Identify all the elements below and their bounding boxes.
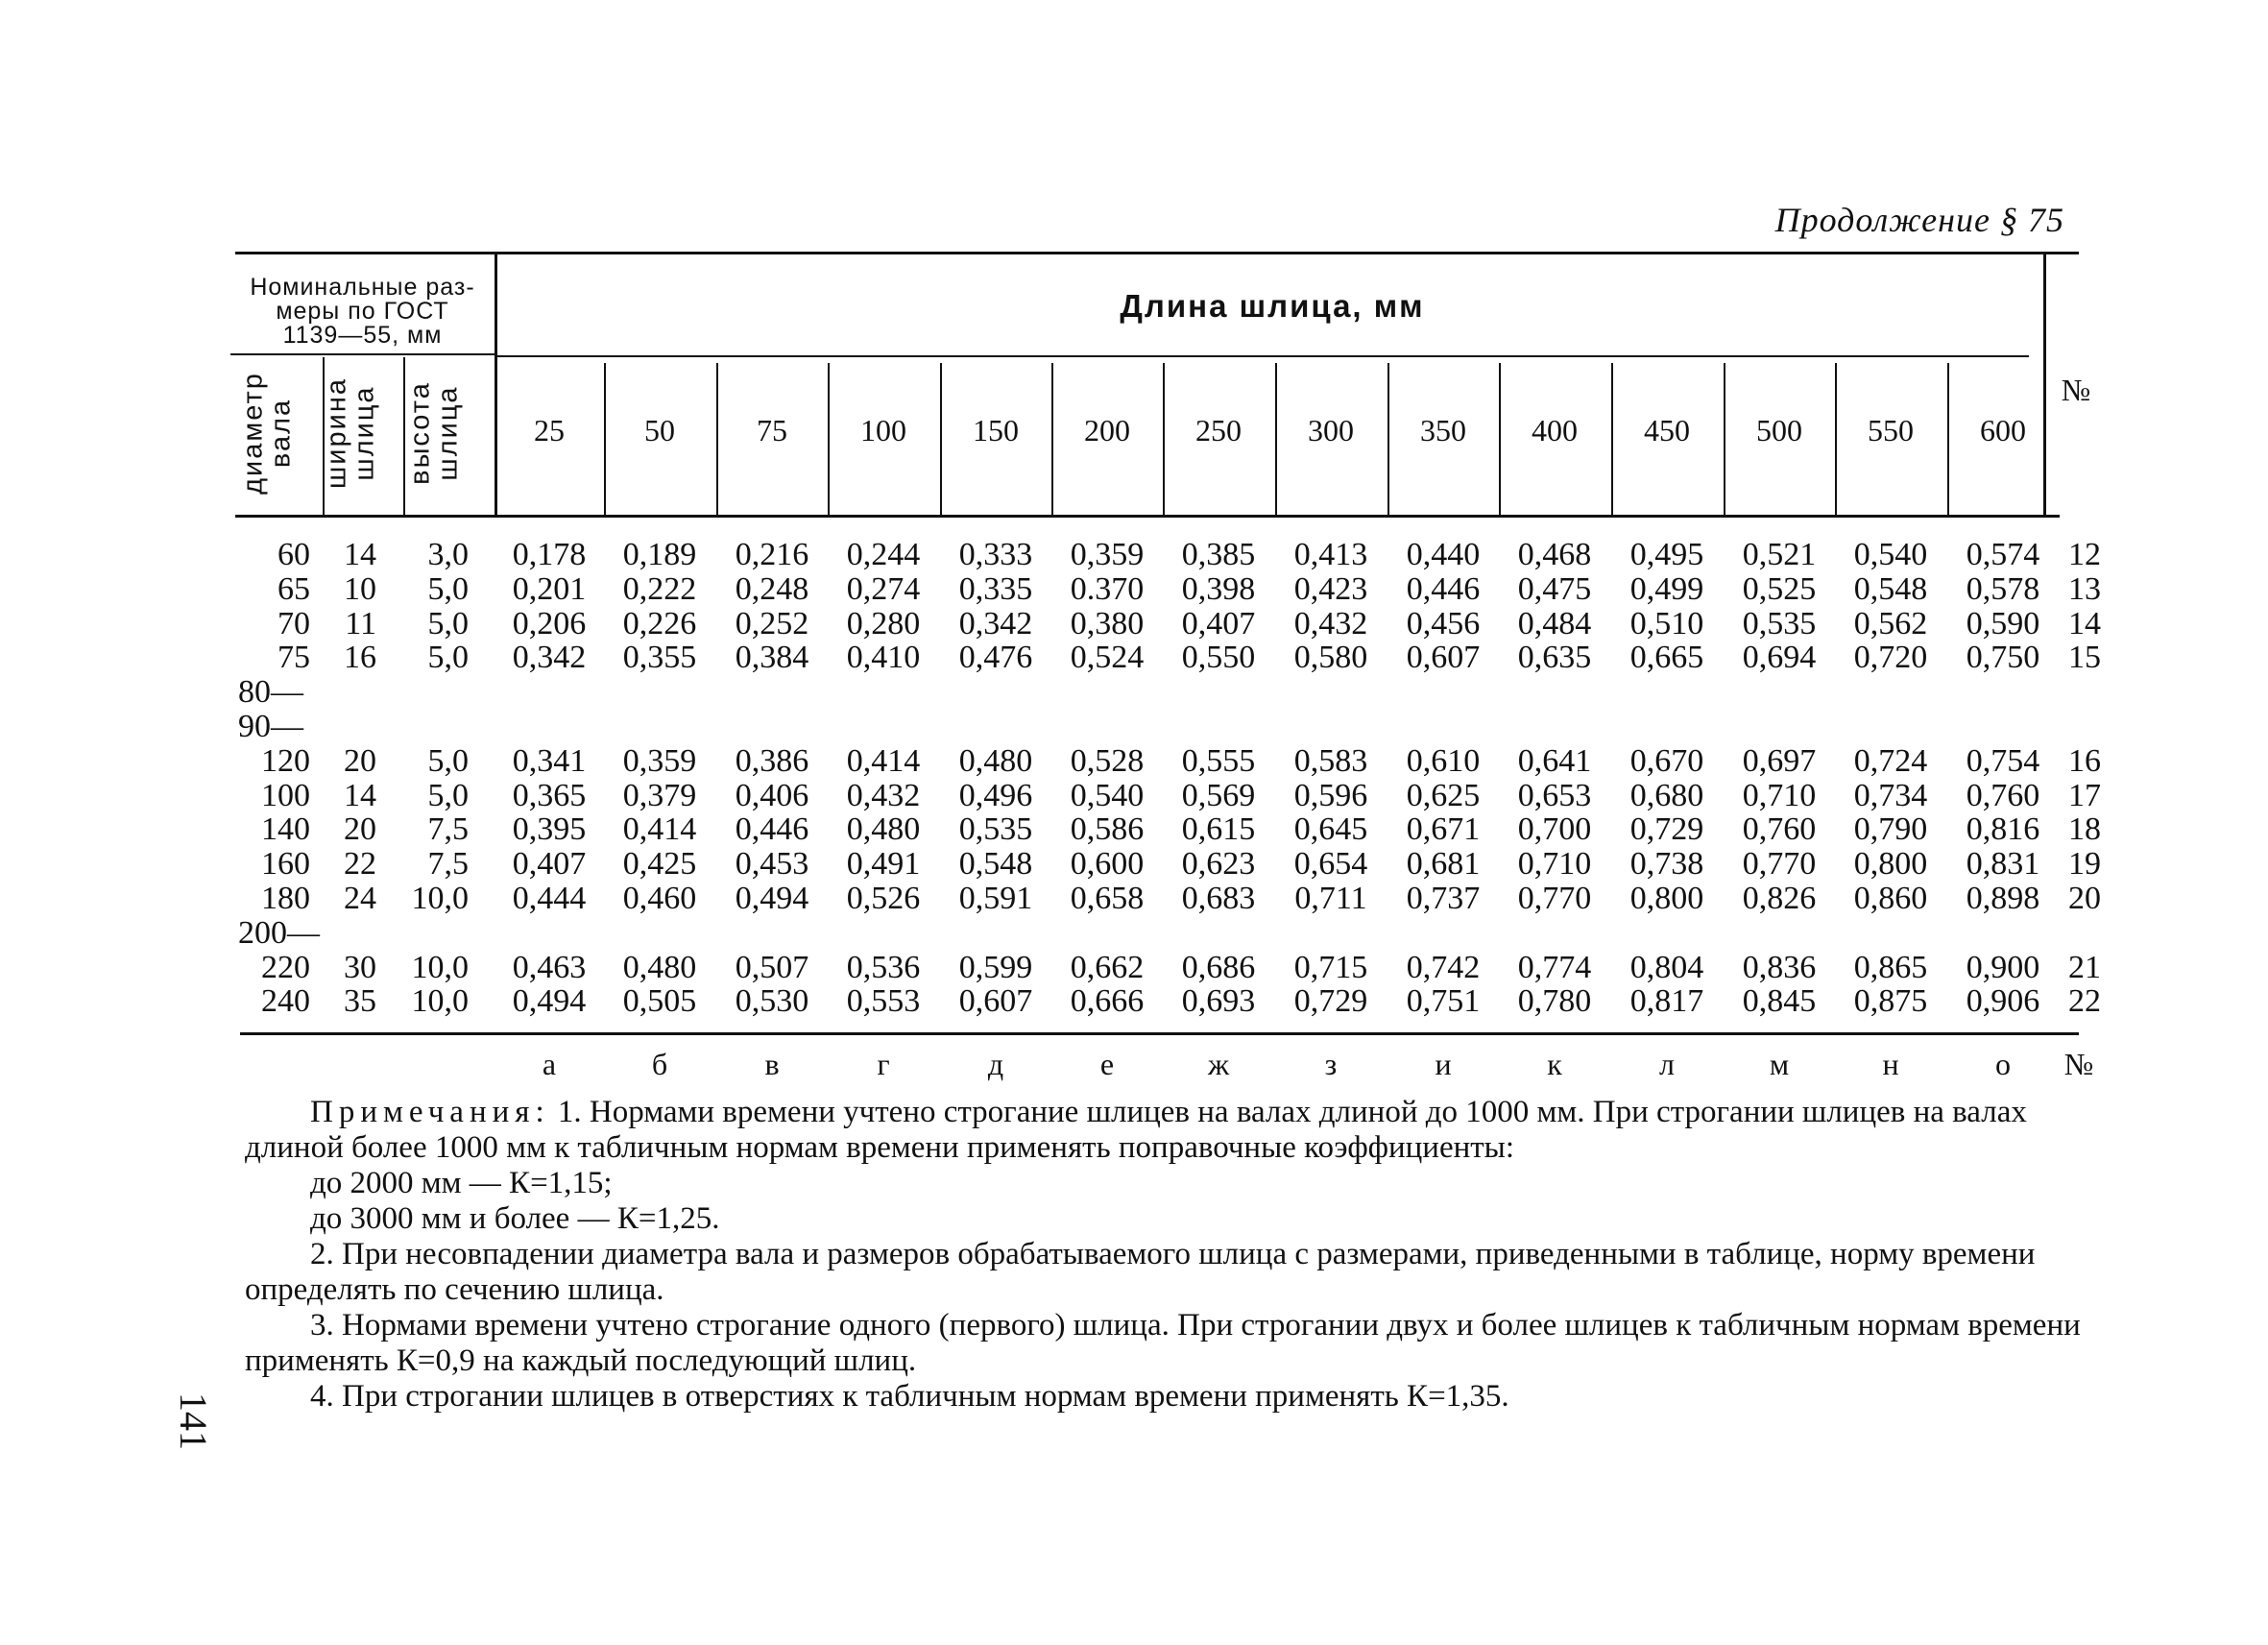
shaft-diameter-cell: 120	[261, 742, 310, 779]
length-column-header: 200	[1084, 413, 1130, 448]
row-number-cell: 14	[2068, 605, 2101, 641]
length-column-header: 500	[1756, 413, 1802, 448]
time-norm-cell: 0,607	[1406, 640, 1481, 676]
spline-width-cell: 10	[344, 570, 376, 607]
shaft-diameter-cell: 160	[261, 846, 310, 883]
row-number-cell: 22	[2068, 983, 2101, 1020]
time-norm-cell: 0,423	[1293, 570, 1368, 607]
time-norm-cell: 0,623	[1181, 846, 1256, 883]
time-norm-cell: 0,800	[1629, 881, 1704, 916]
time-norm-cell: 0,780	[1517, 983, 1592, 1020]
time-norm-cell: 0,398	[1181, 570, 1256, 607]
time-norm-cell: 0,446	[1406, 570, 1481, 607]
time-norm-cell: 0,446	[735, 811, 809, 848]
time-norm-cell: 0,333	[958, 537, 1033, 572]
length-header-underline	[497, 355, 2029, 357]
length-column-header: 75	[757, 413, 787, 448]
column-letter: б	[651, 1047, 668, 1081]
time-norm-cell: 0,760	[1742, 811, 1817, 848]
time-norm-cell: 0,845	[1742, 983, 1817, 1020]
time-norm-cell: 0,553	[846, 983, 921, 1020]
time-norm-cell: 0,610	[1406, 742, 1481, 779]
time-norm-cell: 0,790	[1853, 811, 1928, 848]
spline-height-cell: 5,0	[427, 777, 469, 813]
time-norm-cell: 0,432	[1293, 605, 1368, 641]
time-norm-cell: 0,831	[1966, 846, 2040, 883]
time-norm-cell: 0,530	[735, 983, 809, 1020]
subheader-spline-width: ширина шлица	[321, 377, 380, 489]
time-norm-cell: 0,625	[1406, 777, 1481, 813]
length-column-divider	[1499, 363, 1501, 515]
time-norm-cell: 0,342	[512, 640, 587, 676]
time-norm-cell: 0,645	[1293, 811, 1368, 848]
time-norm-cell: 0,591	[958, 881, 1033, 916]
spline-width-cell: 20	[344, 811, 376, 848]
length-column-divider	[604, 363, 606, 515]
time-norm-cell: 0,414	[622, 811, 697, 848]
spline-height-cell: 5,0	[427, 605, 469, 641]
shaft-diameter-cell: 70	[277, 605, 310, 641]
time-norm-cell: 0,865	[1853, 949, 1928, 985]
time-norm-cell: 0,440	[1406, 537, 1481, 572]
time-norm-cell: 0,496	[958, 777, 1033, 813]
row-number-cell: 13	[2068, 570, 2101, 607]
length-column-header: 550	[1868, 413, 1914, 448]
row-number-cell: 16	[2068, 742, 2101, 779]
page-number: 141	[172, 1392, 215, 1450]
row-number-cell: 17	[2068, 777, 2101, 813]
row-number-cell: 18	[2068, 811, 2101, 848]
time-norm-cell: 0,359	[1070, 537, 1145, 572]
time-norm-cell: 0,480	[846, 811, 921, 848]
time-norm-cell: 0,335	[958, 570, 1033, 607]
time-norm-cell: 0,226	[622, 605, 697, 641]
time-norm-cell: 0,724	[1853, 742, 1928, 779]
time-norm-cell: 0,355	[622, 640, 697, 676]
time-norm-cell: 0,600	[1070, 846, 1145, 883]
length-column-divider	[1611, 363, 1613, 515]
time-norm-cell: 0,641	[1517, 742, 1592, 779]
shaft-diameter-cell: 75	[277, 640, 310, 676]
time-norm-cell: 0,804	[1629, 949, 1704, 985]
time-norm-cell: 0,734	[1853, 777, 1928, 813]
time-norm-cell: 0,596	[1293, 777, 1368, 813]
time-norm-cell: 0,770	[1742, 846, 1817, 883]
time-norm-cell: 0,900	[1966, 949, 2040, 985]
time-norm-cell: 0,607	[958, 983, 1033, 1020]
time-norm-cell: 0,586	[1070, 811, 1145, 848]
time-norm-cell: 0,666	[1070, 983, 1145, 1020]
notes-block	[245, 1095, 2093, 1415]
time-norm-cell: 0,386	[735, 742, 809, 779]
time-norm-cell: 0,693	[1181, 983, 1256, 1020]
time-norm-cell: 0,751	[1406, 983, 1481, 1020]
time-norm-cell: 0,700	[1517, 811, 1592, 848]
time-norm-cell: 0,760	[1966, 777, 2040, 813]
time-norm-cell: 0,484	[1517, 605, 1592, 641]
spline-height-cell: 7,5	[427, 846, 469, 883]
time-norm-cell: 0,379	[622, 777, 697, 813]
time-norm-cell: 0,737	[1406, 881, 1481, 916]
note-1-text: 1. Нормами времени учтено строгание шлицев на валах длиной до 1000 мм. При строгании шлицев на валах длиной более 1000 мм к табличным нормам времени применять поправочные коэффициенты:	[245, 1095, 2027, 1165]
shaft-diameter-cell: 90—	[238, 709, 303, 744]
spline-length-header: Длина шлица, мм	[1120, 288, 1425, 324]
column-letter: м	[1769, 1047, 1790, 1081]
subheader-spline-height: высота шлица	[404, 381, 464, 485]
length-column-header: 600	[1980, 413, 2026, 448]
time-norm-cell: 0,635	[1517, 640, 1592, 676]
length-column-divider	[940, 363, 942, 515]
row-number-cell: 15	[2068, 640, 2101, 676]
time-norm-cell: 0,665	[1629, 640, 1704, 676]
length-column-divider	[1947, 363, 1949, 515]
time-norm-cell: 0,540	[1853, 537, 1928, 572]
time-norm-cell: 0,535	[1742, 605, 1817, 641]
time-norm-cell: 0,252	[735, 605, 809, 641]
spline-height-cell: 10,0	[411, 949, 469, 985]
time-norm-cell: 0,414	[846, 742, 921, 779]
time-norm-cell: 0,671	[1406, 811, 1481, 848]
time-norm-cell: 0,495	[1629, 537, 1704, 572]
time-norm-cell: 0,670	[1629, 742, 1704, 779]
time-norm-cell: 0,528	[1070, 742, 1145, 779]
time-norm-cell: 0,413	[1293, 537, 1368, 572]
table-bottom-rule	[240, 1032, 2079, 1035]
time-norm-cell: 0,742	[1406, 949, 1481, 985]
time-norm-cell: 0,460	[622, 881, 697, 916]
spline-height-cell: 3,0	[427, 537, 469, 572]
time-norm-cell: 0,654	[1293, 846, 1368, 883]
time-norm-cell: 0,817	[1629, 983, 1704, 1020]
column-letter: е	[1099, 1047, 1115, 1081]
time-norm-cell: 0,521	[1742, 537, 1817, 572]
time-norm-cell: 0,395	[512, 811, 587, 848]
time-norm-cell: 0,681	[1406, 846, 1481, 883]
length-column-header: 400	[1532, 413, 1578, 448]
time-norm-cell: 0,480	[622, 949, 697, 985]
length-column-header: 350	[1420, 413, 1466, 448]
time-norm-cell: 0,710	[1742, 777, 1817, 813]
time-norm-cell: 0,507	[735, 949, 809, 985]
length-column-divider	[716, 363, 718, 515]
shaft-diameter-cell: 100	[261, 777, 310, 813]
time-norm-cell: 0,510	[1629, 605, 1704, 641]
time-norm-cell: 0,480	[958, 742, 1033, 779]
row-number-cell: 19	[2068, 846, 2101, 883]
length-column-header: 50	[644, 413, 675, 448]
time-norm-cell: 0,662	[1070, 949, 1145, 985]
time-norm-cell: 0.370	[1070, 570, 1145, 607]
nominal-header-line-2: меры по ГОСТ	[276, 298, 449, 325]
time-norm-cell: 0,836	[1742, 949, 1817, 985]
spline-height-cell: 5,0	[427, 742, 469, 779]
time-norm-cell: 0,359	[622, 742, 697, 779]
length-column-header: 25	[534, 413, 565, 448]
column-letter: о	[1995, 1047, 2011, 1081]
length-column-header: 150	[973, 413, 1019, 448]
time-norm-cell: 0,729	[1629, 811, 1704, 848]
shaft-diameter-cell: 200—	[238, 914, 320, 951]
time-norm-cell: 0,385	[1181, 537, 1256, 572]
time-norm-cell: 0,380	[1070, 605, 1145, 641]
time-norm-cell: 0,342	[958, 605, 1033, 641]
shaft-diameter-cell: 60	[277, 537, 310, 572]
column-letter: ж	[1207, 1047, 1230, 1081]
time-norm-cell: 0,578	[1966, 570, 2040, 607]
time-norm-cell: 0,540	[1070, 777, 1145, 813]
time-norm-cell: 0,494	[512, 983, 587, 1020]
time-norm-cell: 0,686	[1181, 949, 1256, 985]
spline-width-cell: 30	[344, 949, 376, 985]
time-norm-cell: 0,715	[1293, 949, 1368, 985]
time-norm-cell: 0,425	[622, 846, 697, 883]
time-norm-cell: 0,729	[1293, 983, 1368, 1020]
time-norm-cell: 0,555	[1181, 742, 1256, 779]
time-norm-cell: 0,274	[846, 570, 921, 607]
length-column-divider	[828, 363, 830, 515]
time-norm-cell: 0,491	[846, 846, 921, 883]
time-norm-cell: 0,189	[622, 537, 697, 572]
time-norm-cell: 0,410	[846, 640, 921, 676]
notes-label: Примечания:	[310, 1095, 550, 1129]
time-norm-cell: 0,770	[1517, 881, 1592, 916]
length-column-divider	[1275, 363, 1277, 515]
time-norm-cell: 0,536	[846, 949, 921, 985]
nominal-header-line-3: 1139—55, мм	[282, 322, 443, 349]
number-column-header: №	[2061, 373, 2091, 407]
time-norm-cell: 0,562	[1853, 605, 1928, 641]
table-top-rule	[235, 252, 2079, 254]
time-norm-cell: 0,222	[622, 570, 697, 607]
time-norm-cell: 0,476	[958, 640, 1033, 676]
length-column-divider	[1163, 363, 1165, 515]
time-norm-cell: 0,694	[1742, 640, 1817, 676]
time-norm-cell: 0,574	[1966, 537, 2040, 572]
time-norm-cell: 0,816	[1966, 811, 2040, 848]
time-norm-cell: 0,569	[1181, 777, 1256, 813]
time-norm-cell: 0,407	[1181, 605, 1256, 641]
time-norm-cell: 0,738	[1629, 846, 1704, 883]
row-number-cell: 12	[2068, 537, 2101, 572]
nominal-sizes-header	[230, 276, 495, 348]
column-letter: л	[1659, 1047, 1675, 1081]
time-norm-cell: 0,248	[735, 570, 809, 607]
length-column-header: 250	[1195, 413, 1242, 448]
time-norm-cell: 0,860	[1853, 881, 1928, 916]
time-norm-cell: 0,697	[1742, 742, 1817, 779]
length-column-divider	[1724, 363, 1725, 515]
shaft-diameter-cell: 220	[261, 949, 310, 985]
time-norm-cell: 0,444	[512, 881, 587, 916]
length-column-header: 450	[1644, 413, 1690, 448]
time-norm-cell: 0,750	[1966, 640, 2040, 676]
spline-width-cell: 22	[344, 846, 376, 883]
length-column-divider	[1051, 363, 1053, 515]
length-column-divider	[1835, 363, 1837, 515]
time-norm-cell: 0,653	[1517, 777, 1592, 813]
time-norm-cell: 0,475	[1517, 570, 1592, 607]
length-column-header: 100	[860, 413, 906, 448]
time-norm-cell: 0,800	[1853, 846, 1928, 883]
spline-width-cell: 20	[344, 742, 376, 779]
spline-width-cell: 35	[344, 983, 376, 1020]
time-norm-cell: 0,548	[1853, 570, 1928, 607]
time-norm-cell: 0,456	[1406, 605, 1481, 641]
column-letter: к	[1547, 1047, 1562, 1081]
time-norm-cell: 0,710	[1517, 846, 1592, 883]
time-norm-cell: 0,548	[958, 846, 1033, 883]
time-norm-cell: 0,583	[1293, 742, 1368, 779]
time-norm-cell: 0,206	[512, 605, 587, 641]
spline-width-cell: 14	[344, 537, 376, 572]
time-norm-cell: 0,468	[1517, 537, 1592, 572]
time-norm-cell: 0,680	[1629, 777, 1704, 813]
time-norm-cell: 0,341	[512, 742, 587, 779]
time-norm-cell: 0,524	[1070, 640, 1145, 676]
column-letter: в	[764, 1047, 780, 1081]
time-norm-cell: 0,711	[1294, 881, 1367, 916]
note-4: 4. При строгании шлицев в отверстиях к табличным нормам времени применять К=1,35.	[310, 1379, 1509, 1414]
time-norm-cell: 0,550	[1181, 640, 1256, 676]
shaft-diameter-cell: 65	[277, 570, 310, 607]
time-norm-cell: 0,658	[1070, 881, 1145, 916]
row-number-cell: 21	[2068, 949, 2101, 985]
shaft-diameter-cell: 80—	[238, 674, 303, 711]
time-norm-cell: 0,384	[735, 640, 809, 676]
time-norm-cell: 0,906	[1966, 983, 2040, 1020]
spline-width-cell: 14	[344, 777, 376, 813]
time-norm-cell: 0,526	[846, 881, 921, 916]
time-norm-cell: 0,365	[512, 777, 587, 813]
shaft-diameter-cell: 240	[261, 983, 310, 1020]
time-norm-cell: 0,280	[846, 605, 921, 641]
column-letters-number-label: №	[2063, 1047, 2094, 1081]
time-norm-cell: 0,615	[1181, 811, 1256, 848]
subheader-shaft-diameter: диаметр вала	[237, 372, 297, 495]
shaft-diameter-cell: 140	[261, 811, 310, 848]
spline-height-cell: 5,0	[427, 640, 469, 676]
time-norm-cell: 0,453	[735, 846, 809, 883]
spline-width-cell: 16	[344, 640, 376, 676]
time-norm-cell: 0,499	[1629, 570, 1704, 607]
header-bottom-rule	[235, 515, 2060, 518]
spline-height-cell: 10,0	[411, 983, 469, 1020]
time-norm-cell: 0,720	[1853, 640, 1928, 676]
time-norm-cell: 0,463	[512, 949, 587, 985]
time-norm-cell: 0,494	[735, 881, 809, 916]
time-norm-cell: 0,580	[1293, 640, 1368, 676]
time-norm-cell: 0,178	[512, 537, 587, 572]
note-1	[245, 1095, 2093, 1166]
column-letter: г	[877, 1047, 890, 1081]
spline-width-cell: 24	[344, 881, 376, 916]
column-letter: а	[542, 1047, 557, 1081]
time-norm-cell: 0,774	[1517, 949, 1592, 985]
note-3: 3. Нормами времени учтено строгание одного (первого) шлица. При строгании двух и более шлицев к табличным нормам времени применять К=0,9 на каждый последующий шлиц.	[245, 1308, 2081, 1378]
time-norm-cell: 0,505	[622, 983, 697, 1020]
column-letter: д	[987, 1047, 1004, 1081]
spline-height-cell: 10,0	[411, 881, 469, 916]
time-norm-cell: 0,535	[958, 811, 1033, 848]
time-norm-cell: 0,826	[1742, 881, 1817, 916]
time-norm-cell: 0,244	[846, 537, 921, 572]
time-norm-cell: 0,216	[735, 537, 809, 572]
spline-height-cell: 7,5	[427, 811, 469, 848]
time-norm-cell: 0,754	[1966, 742, 2040, 779]
time-norm-cell: 0,406	[735, 777, 809, 813]
column-letter: и	[1435, 1047, 1452, 1081]
time-norm-cell: 0,525	[1742, 570, 1817, 607]
note-1-coef-2000: до 2000 мм — К=1,15;	[310, 1166, 613, 1200]
note-1-coef-3000: до 3000 мм и более — К=1,25.	[310, 1201, 720, 1236]
note-2: 2. При несовпадении диаметра вала и размеров обрабатываемого шлица с размерами, приведенными в таблице, норму времени определять по сечению шлица.	[245, 1237, 2036, 1307]
length-column-header: 300	[1308, 413, 1354, 448]
row-number-cell: 20	[2068, 881, 2101, 916]
nominal-header-line-1: Номинальные раз-	[250, 274, 475, 301]
column-letter: н	[1882, 1047, 1899, 1081]
time-norm-cell: 0,599	[958, 949, 1033, 985]
shaft-diameter-cell: 180	[261, 881, 310, 916]
length-column-divider	[1387, 363, 1389, 515]
time-norm-cell: 0,898	[1966, 881, 2040, 916]
nominal-divider	[495, 254, 497, 516]
column-letter: з	[1324, 1047, 1338, 1081]
time-norm-cell: 0,201	[512, 570, 587, 607]
time-norm-cell: 0,590	[1966, 605, 2040, 641]
time-norm-cell: 0,683	[1181, 881, 1256, 916]
spline-height-cell: 5,0	[427, 570, 469, 607]
time-norm-cell: 0,432	[846, 777, 921, 813]
time-norm-cell: 0,407	[512, 846, 587, 883]
continuation-header: Продолжение § 75	[1774, 201, 2064, 239]
time-norm-cell: 0,875	[1853, 983, 1928, 1020]
spline-width-cell: 11	[345, 605, 376, 641]
